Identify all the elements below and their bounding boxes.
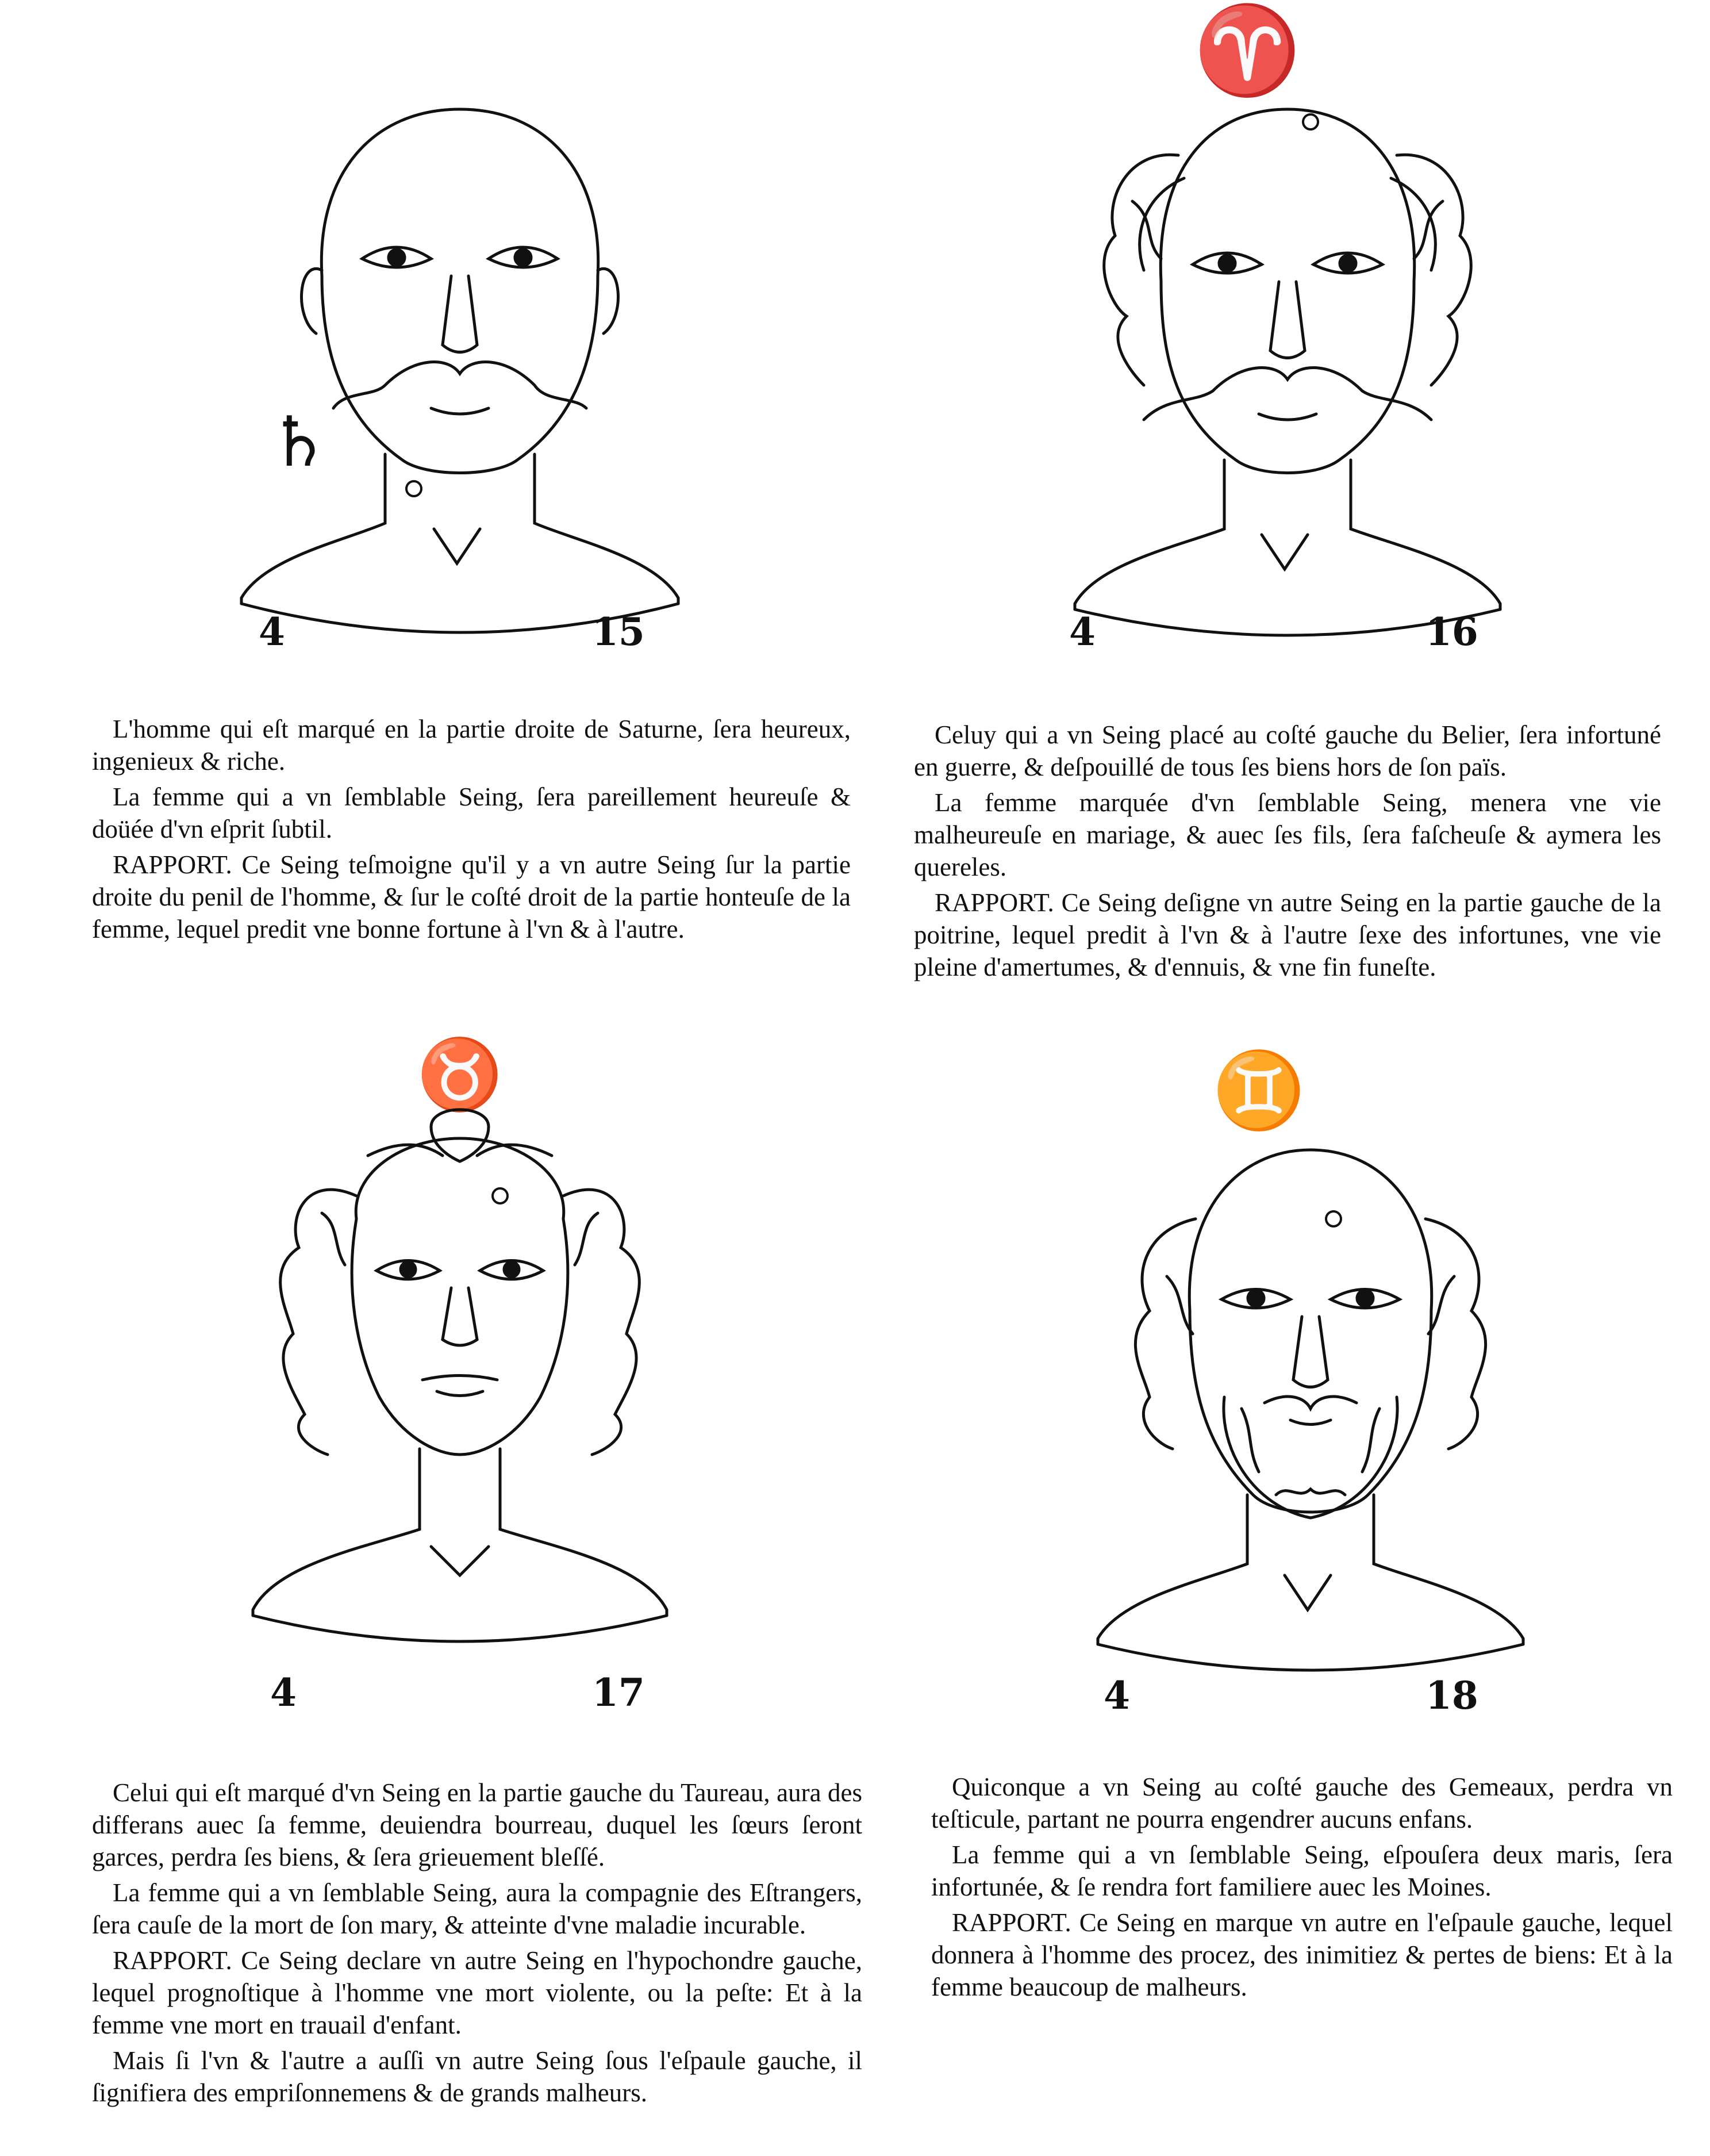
paragraph: La femme qui a vn ſemblable Seing, eſpouſera deux maris, ſera infortunée, & ſe rendra fort familiere auec les Moines. <box>931 1840 1673 1901</box>
figure-number-left: 4 <box>259 609 285 654</box>
paragraph: Quiconque a vn Seing au coſté gauche des Gemeaux, perdra vn teſticule, partant ne pourra engendrer aucuns enfans. <box>931 1773 1673 1833</box>
paragraph: L'homme qui eſt marqué en la partie droite de Saturne, ſera heureux, ingenieux & riche. <box>92 715 851 776</box>
panel-text <box>92 1777 862 2112</box>
paragraph: Mais ſi l'vn & l'autre a auſſi vn autre Seing ſous l'eſpaule gauche, il ſignifiera des empriſonnemens & de grands malheurs. <box>92 2046 862 2107</box>
taurus-symbol: ♉ <box>417 1035 503 1115</box>
head-portrait-3 <box>230 1104 690 1679</box>
head-portrait-4 <box>1081 1127 1540 1702</box>
head-portrait-1 <box>230 86 690 661</box>
paragraph: La femme marquée d'vn ſemblable Seing, menera vne vie malheureuſe en mariage, & auec ſes fils, ſera faſcheuſe & aymera les quereles. <box>914 788 1661 881</box>
panel-text <box>914 719 1661 987</box>
head-portrait-2 <box>1058 86 1517 661</box>
figure-number-right: 17 <box>592 1670 645 1715</box>
figure-number-left: 4 <box>270 1670 297 1715</box>
figure-number-left: 4 <box>1069 609 1096 654</box>
panel-text <box>92 713 851 949</box>
gemini-symbol: ♊ <box>1212 1046 1305 1134</box>
figure-number-right: 18 <box>1425 1673 1478 1718</box>
figure-number-right: 15 <box>592 609 645 654</box>
paragraph: La femme qui a vn ſemblable Seing, aura la compagnie des Eſtrangers, ſera cauſe de la mort de ſon mary, & atteinte d'vne maladie incurable. <box>92 1878 862 1939</box>
paragraph: RAPPORT. Ce Seing declare vn autre Seing en l'hypochondre gauche, lequel prognoſtique à l'homme vne mort violente, ou la peſte: Et à la femme vne mort en trauail d'enfant. <box>92 1946 862 2039</box>
paragraph: La femme qui a vn ſemblable Seing, ſera pareillement heureuſe & doüée d'vn eſprit ſubtil. <box>92 782 851 843</box>
aries-symbol: ♈ <box>1193 1 1301 101</box>
paragraph: RAPPORT. Ce Seing en marque vn autre en l'eſpaule gauche, lequel donnera à l'homme des procez, des inimitiez & pertes de biens: Et à la femme beaucoup de malheurs. <box>931 1908 1673 2001</box>
paragraph: RAPPORT. Ce Seing teſmoigne qu'il y a vn autre Seing ſur la partie droite du penil de l'homme, & ſur le coſté droit de la partie honteuſe de la femme, lequel predit vne bonne fortune à l'vn & à l'autre. <box>92 850 851 943</box>
panel-text <box>931 1771 1673 2007</box>
figure-number-left: 4 <box>1104 1673 1130 1718</box>
figure-number-right: 16 <box>1425 609 1478 654</box>
saturn-symbol: ♄ <box>268 402 330 482</box>
paragraph: Celuy qui a vn Seing placé au coſté gauche du Belier, ſera infortuné en guerre, & deſpouillé de tous ſes biens hors de ſon païs. <box>914 720 1661 781</box>
paragraph: RAPPORT. Ce Seing deſigne vn autre Seing en la partie gauche de la poitrine, lequel predit à l'vn & à l'autre ſexe des infortunes, vne vie pleine d'amertumes, & d'ennuis, & vne fin funeſte. <box>914 888 1661 981</box>
paragraph: Celui qui eſt marqué d'vn Seing en la partie gauche du Taureau, aura des differans auec ſa femme, deuiendra bourreau, duquel les ſœurs ſeront garces, perdra ſes biens, & ſera grieuement bleſſé. <box>92 1778 862 1871</box>
